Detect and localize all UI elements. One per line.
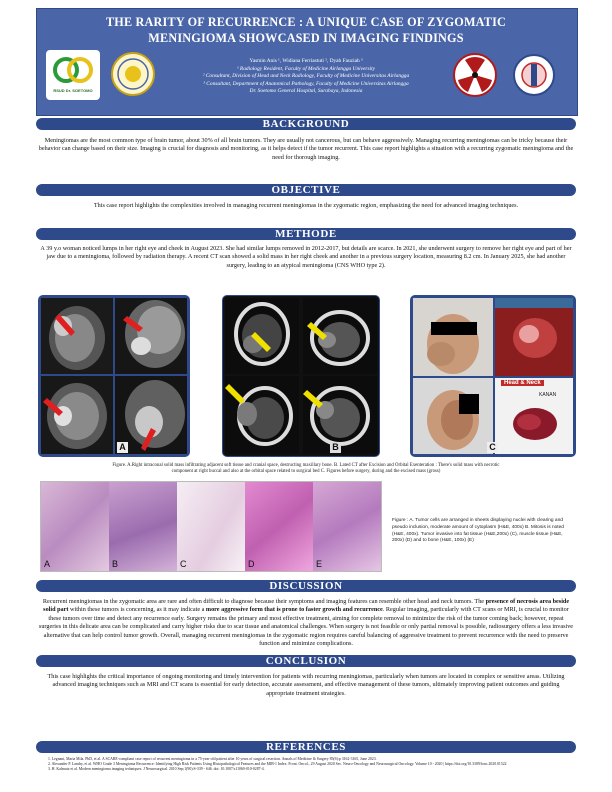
patient-photo-before (413, 298, 493, 376)
mri-image-bottom-left (41, 376, 113, 454)
section-heading-discussion: DISCUSSION (36, 580, 576, 592)
affiliation-4: Dr. Soetomo General Hospital, Surabaya, Indonesia (249, 88, 363, 95)
hospital-logo (46, 50, 100, 100)
section-heading-objective: OBJECTIVE (36, 184, 576, 196)
figure1-caption-line1: Figure. A.Right intraconal solid mass infiltrating adjacent soft tissue and cranial space, destructing maxillary bone. B. Lated CT after Excision and Orbital Exenteration : There's solid mass with necrotic (112, 463, 500, 468)
discussion-emphasis-aggressive: more aggressive form that is prone to faster growth and recurrence (205, 606, 383, 614)
title-line-1: THE RARITY OF RECURRENCE : A UNIQUE CASE OF ZYGOMATIC (105, 15, 507, 29)
title-line-2: MENINGIOMA SHOWCASED IN IMAGING FINDINGS (148, 31, 464, 45)
section-heading-methode: METHODE (36, 228, 576, 240)
patient-photo-post-surgery (413, 378, 493, 454)
clinical-photos-panel-c (410, 295, 576, 457)
affiliation-1: ¹ Radiology Resident, Faculty of Medicine Airlangga University (236, 65, 376, 72)
histology-label-a: A (44, 559, 51, 569)
histology-panel-b (109, 482, 177, 571)
author-block (150, 58, 462, 96)
methode-text: A 39 y.o woman noticed lumps in her right eye and cheek in August 2023. She had similar lumps removed in 2012-2017, but details are scarce. In 2021, she underwent surgery to remove her right eye and part of her jaw due to a meningioma, followed by radiation therapy. A recent CT scan showed a solid mass in her right cheek and another in a previous surgery location, measuring 8.2 cm. In January 2025, she had another surgery, leading to an atypical meningioma (CNS WHO type 2). (40, 245, 572, 269)
discussion-text-part3: . Regular imaging, particularly with CT scans or MRI, is crucial to monitor these tumors over time and detect any recurrence early. Surgery remains the primary and most effective treatment, aiming for complete removal to minimize the risk of the tumor coming back; however, repeat surgeries in this delicate area can be complicated and carry higher risks due to scar tissue and anatomical challenges. When surgery is not feasible or only partial removal is possible, radiosurgery offers a less invasive alternative that can help control tumor growth. Overall, managing recurrent meningiomas in the zygomatic region requires careful balancing of aggressive treatment to prevent recurrence with the need to preserve function and minimize complications. (38, 606, 574, 648)
poster-title (60, 14, 552, 46)
objective-text: This case report highlights the complexities involved in managing recurrent meningiomas in the zygomatic region, emphasizing the need for advanced imaging techniques. (93, 202, 519, 209)
pathology-logo (510, 52, 558, 98)
ct-image-bottom-left (225, 376, 299, 454)
histology-panel-a (41, 482, 109, 571)
ct-image-top-right (303, 298, 377, 374)
hospital-logo-text: RSUD Dr. SOETOMO (53, 88, 93, 93)
histology-panel-e (313, 482, 381, 571)
histology-panel-c (177, 482, 245, 571)
surgery-photo (495, 298, 573, 376)
background-text: Meningiomas are the most common type of brain tumor, about 30% of all brain tumors. They are usually not cancerous, but can behave aggressively. Managing recurring meningiomas can be tricky because their behavior can change based on their size. Imaging is crucial for diagnosis and monitoring, as it helps detect if the tumor recurrent. This case report highlights a situation with a recurring zygomatic meningioma and the need for thorough imaging. (38, 137, 574, 161)
panel-label-c: C (487, 442, 498, 453)
histology-label-c: C (180, 559, 187, 569)
panel-label-b: B (330, 442, 341, 453)
discussion-emphasis-necrosis: presence of necrosis area beside solid part (43, 598, 570, 614)
histology-strip (40, 481, 382, 572)
ct-panel-b (222, 295, 380, 457)
conclusion-text: This case highlights the critical importance of ongoing monitoring and timely intervention for patients with recurring meningiomas, particularly when tumors are located in complex or sensitive areas. Utilizing advanced imaging techniques such as MRI and CT scans is essential for early detection, accurate assessment, and effective management of these tumors, ultimately improving patient outcomes and guiding appropriate treatment strategies. (47, 673, 565, 697)
radiology-logo (452, 50, 498, 100)
histology-label-b: B (112, 559, 119, 569)
mri-image-top-left (41, 298, 113, 374)
histology-label-d: D (248, 559, 255, 569)
figure2-caption: Figure : A. Tumor cells are arranged in sheets displaying nuclei with clearing and pseudo inclusion, moderate amount of cytoplasm (H&E, 400x) B. Mitosis is noted (H&E, 400x). Tumor invasive into fat tissue (H&E,200x) (C), muscle tissue (H&E, 200x) (D) and to bone (H&E, 100x) (E) (392, 518, 564, 544)
discussion-text-part1: Recurrent meningiomas in the zygomatic area are rare and often difficult to diagnose because their symptoms and imaging features can resemble other head and neck tumors. The (42, 598, 486, 605)
mri-panel-a (38, 295, 190, 457)
figure1-caption-line2: component at right buccal and also at the orbital space related to surgical bed C. Figures before surgery, during and the excised mass (gross) (171, 469, 441, 475)
section-heading-background: BACKGROUND (36, 118, 576, 130)
ct-image-top-left (225, 298, 299, 374)
mri-image-top-right (115, 298, 187, 374)
reference-2: 2. Alexander P. Landry, et al. WHO Grade 3 Meningioma Recurrence: Identifying High Risk Patients Using Histopathological Features and the MIB-1 Index. Front. Oncol., 29 August 2020 Sec. Neuro-Oncology and Neurosurgical Oncology. Volume 10 - 2020 | https://doi.org/10.3389/fonc.2020.01522 (48, 762, 507, 767)
reference-3: 3. H. Kalmutz et al. Modern meningioma imaging techniques. J Neurosurgical. 2010 Sep;1(90):S-339 - S46. doi: 10.1007/s11060-010-0287-4. (48, 767, 265, 772)
references-list (48, 757, 568, 773)
section-heading-conclusion: CONCLUSION (36, 655, 576, 667)
gross-specimen-photo (495, 378, 573, 454)
university-seal-logo (110, 50, 156, 98)
author-names: Yasmin Anis ¹, Widiana Ferriastuti ², Dyah Fauziah ³ (249, 58, 363, 64)
affiliation-2: ² Consultant, Division of Head and Neck Radiology, Faculty of Medicine Universitas Airlangga (202, 73, 410, 80)
discussion-text (38, 598, 574, 648)
discussion-text-part2: within these tumors is concerning, as it may indicate a (68, 606, 206, 614)
histology-panel-d (245, 482, 313, 571)
histology-label-e: E (316, 559, 323, 569)
section-heading-references: REFERENCES (36, 741, 576, 753)
reference-1: 1. Legnani, Maria Mila. PhD, et al. A SCARE-compliant case report of recurrent meningioma in a 75-year-old patient after 10 years of surgical resection. Annals of Medicine & Surgery 85(6):p 3162-3165, June 2023. (48, 757, 377, 761)
specimen-label-head-neck: Head & Neck (501, 380, 544, 386)
specimen-label-kanan: KANAN (539, 392, 557, 398)
affiliation-3: ³ Consultant, Department of Anatomical Pathology, Faculty of Medicine Universitas Airlangga (203, 80, 409, 87)
panel-label-a: A (117, 442, 128, 453)
figure1-caption (38, 463, 574, 475)
